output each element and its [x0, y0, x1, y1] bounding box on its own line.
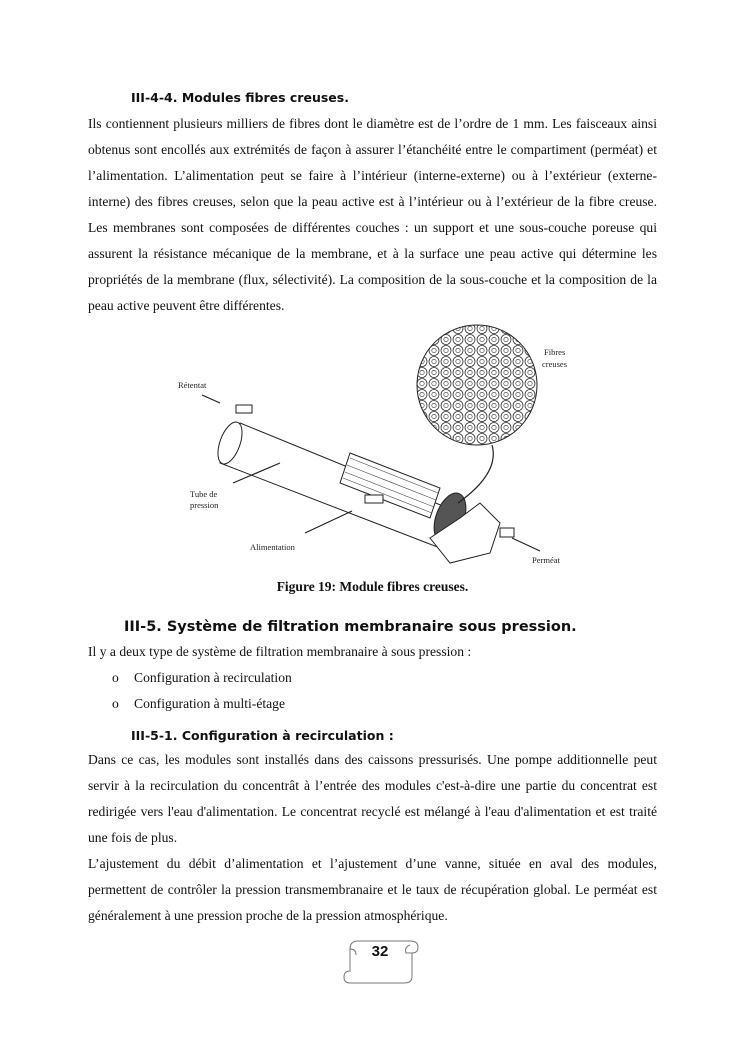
fibre-cross-section-icon [417, 325, 537, 445]
hollow-fibre-module-figure [140, 323, 600, 573]
paragraph-adjustment: L’ajustement du débit d’alimentation et l’ajustement d’une vanne, située en aval des modules, permettent de contrôler la pression transmembranaire et le taux de récupération global. Le perméat est généralement à une pression proche de la pression atmosphérique. [88, 856, 657, 923]
page-number: 32 [371, 943, 389, 960]
bullet-text: Configuration à multi-étage [134, 696, 285, 711]
bullet-item [88, 665, 657, 691]
section-heading-3-4-4: III-4-4. Modules fibres creuses. [131, 90, 349, 105]
bullet-text: Configuration à recirculation [134, 670, 292, 685]
section-heading-3-5-1: III-5-1. Configuration à recirculation : [131, 728, 394, 743]
intro-text: Il y a deux type de système de filtration membranaire à sous pression : [88, 644, 472, 659]
section-heading-3-5: III-5. Système de filtration membranaire sous pression. [124, 619, 577, 635]
bullet-item [88, 691, 657, 717]
figure-caption: Figure 19: Module fibres creuses. [276, 579, 469, 594]
paragraph-hollow-fibres: Ils contiennent plusieurs milliers de fibres dont le diamètre est de l’ordre de 1 mm. Les faisceaux ainsi obtenus sont encollés aux extrémités de façon à assurer l’étanchéité entre le compartiment (perméat) et l’alimentation. L’alimentation peut se faire à l’intérieur (interne-externe) ou à l’extérieur (externe-interne) des fibres creuses, selon que la peau active est à l’intérieur ou à l’extérieur de la fibre creuse. Les membranes sont composées de différentes couches : un support et une sous-couche poreuse qui assurent la résistance mécanique de la membrane, et à la surface une peau active qui détermine les propriétés de la membrane (flux, sélectivité). La composition de la sous-couche et la composition de la peau active peuvent être différentes. [88, 116, 657, 313]
label-fibres: Fibres [544, 347, 566, 357]
label-permeat: Perméat [532, 555, 560, 565]
label-alimentation: Alimentation [250, 542, 295, 552]
label-tube-de: Tube de [190, 489, 218, 499]
paragraph-recirculation: Dans ce cas, les modules sont installés dans des caissons pressurisés. Une pompe additionnelle peut servir à la recirculation du concentrât à l’entrée des modules c'est-à-dire une partie du concentrat est redirigée vers l'eau d'alimentation. Le concentrat recyclé est mélangé à l'eau d'alimentation et est traité une fois de plus. [88, 752, 657, 845]
bullet-marker: o [112, 670, 119, 685]
label-creuses: creuses [542, 359, 568, 369]
label-retentat: Rétentat [178, 380, 207, 390]
page-number-banner [340, 937, 420, 987]
label-pression: pression [190, 500, 219, 510]
bullet-marker: o [112, 696, 119, 711]
